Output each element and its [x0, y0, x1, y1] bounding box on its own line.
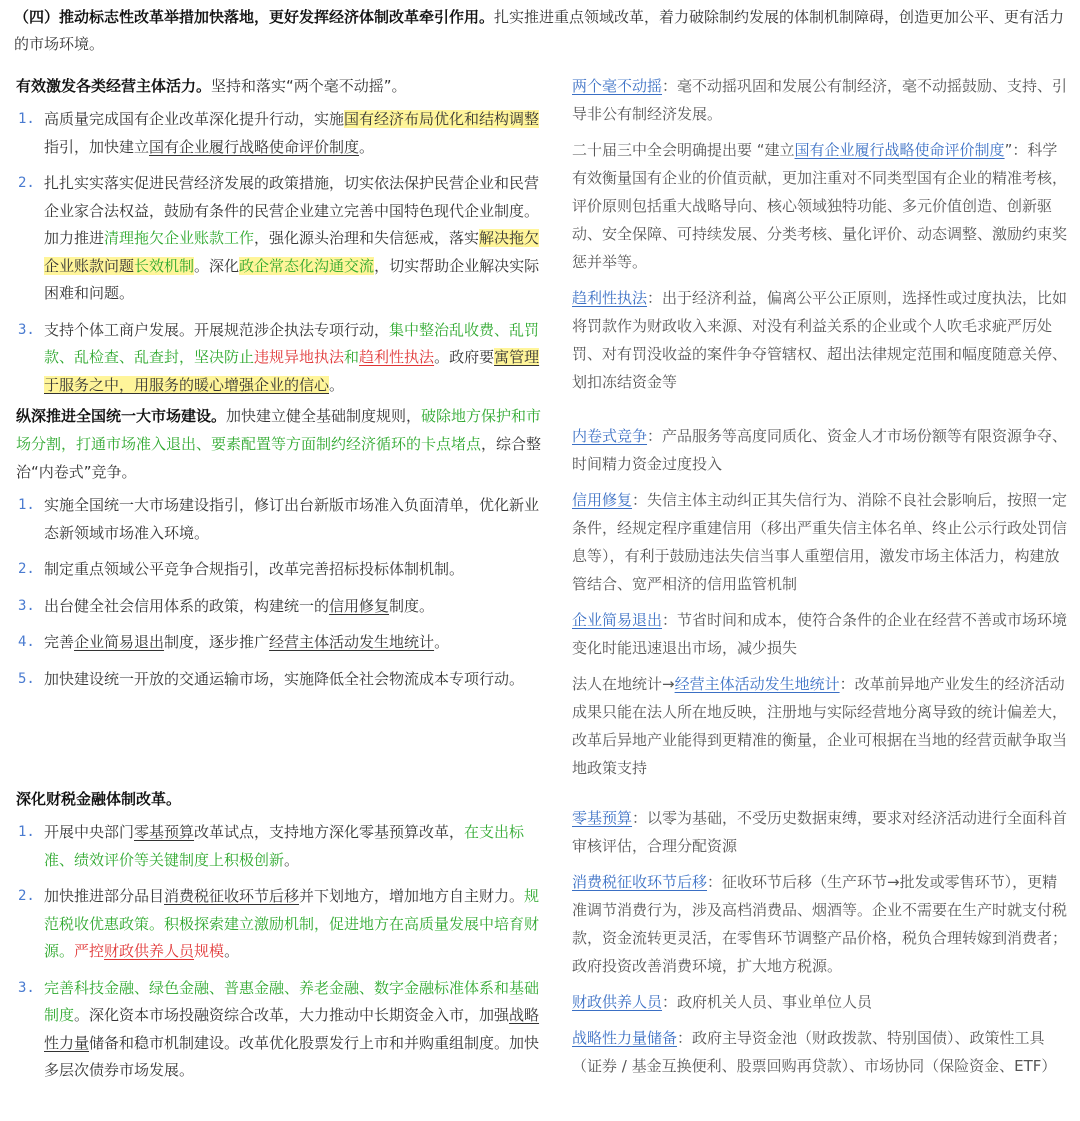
item-number: 2. [18, 561, 35, 577]
item-number: 2. [18, 175, 35, 191]
note-simple-exit [572, 606, 1072, 662]
note-two-unwavering [572, 72, 1072, 128]
glossary-term[interactable]: 信用修复 [572, 491, 633, 509]
green-text: 清理拖欠企业账款工作 [104, 229, 255, 247]
note-activity-statistics [572, 670, 1072, 782]
list-item [16, 556, 548, 584]
note-text: ：政府机关人员、事业单位人员 [662, 993, 873, 1011]
section-2-heading [16, 402, 548, 486]
note-text: ：失信主体主动纠正其失信行为、消除不良社会影响后，按照一定条件，经规定程序重建信用（移出严重失信主体名单、终止公示行政处罚信息等），有利于鼓励违法失信当事人重塑信用，激发市场主体活力，构建放管结合、宽严相济的信用监管机制 [572, 491, 1068, 593]
glossary-term[interactable]: 战略性力量储备 [572, 1029, 678, 1047]
section-3-list [16, 819, 548, 1085]
item-number: 3. [18, 597, 35, 614]
text: 加快推进部分品目 [44, 887, 165, 905]
intro-text: 扎实推进重点领域改革，着力破除制约发展的体制机制障碍，创造更加公平、更有活力的市场环境。 [14, 8, 1065, 53]
green-text: 破除地方保护和市场分割，打通市场准入退出、要素配置等方面制约经济循环的卡点堵点 [16, 407, 542, 453]
item-number: 3. [18, 321, 35, 338]
section-3-heading [16, 785, 548, 813]
section-3 [16, 785, 548, 1085]
text: 指引，加快建立 [44, 137, 150, 156]
green-text: 完善科技金融、绿色金融、普惠金融、养老金融、数字金融标准体系和基础制度 [44, 978, 540, 1024]
underlined-term: 战略性力量 [44, 1006, 540, 1052]
text: 。 [284, 850, 300, 869]
red-text: 严控 [74, 942, 105, 960]
item-number: 1. [18, 824, 35, 840]
green-text: 在支出标准、绩效评价等关键制度上积极创新 [44, 823, 525, 869]
item-number: 3. [18, 979, 35, 996]
list-item [16, 170, 548, 308]
glossary-term[interactable]: 经营主体活动发生地统计 [674, 675, 840, 693]
text: 。深化资本市场投融资综合改革，大力推动中长期资金入市，加强 [74, 1006, 510, 1024]
glossary-term[interactable]: 消费税征收环节后移 [572, 873, 708, 891]
note-text: ”：科学有效衡量国有企业的价值贡献，更加注重对不同类型国有企业的精准考核，评价原则包括重大战略导向、核心领域独特功能、多元价值创造、创新驱动、安全保障、可持续发展、分类考核、量化评价、动态调整、激励约束奖惩并举等。 [572, 141, 1068, 271]
text: ，综合整治“内卷式”竞争。 [16, 435, 542, 481]
note-text: ：征收环节后移（生产环节→批发或零售环节），更精准调节消费行为，涉及高档消费品、烟酒等。企业不需要在生产时就支付税款，资金流转更灵活，在零售环节调整产品价格，税负合理转嫁到消费者；政府投资改善消费环境，扩大地方税源。 [572, 873, 1068, 975]
note-text: 法人在地统计→ [572, 675, 675, 693]
note-zero-based-budget [572, 804, 1072, 860]
underlined-term: 信用修复 [329, 596, 390, 615]
note-text: ：产品服务等高度同质化、资金人才市场份额等有限资源争夺、时间精力资金过度投入 [572, 427, 1068, 473]
green-text: 和 [344, 348, 360, 366]
text: 储备和稳市机制建设。改革优化股票发行上市和并购重组制度。加快多层次债券市场发展。 [44, 1033, 540, 1079]
text: 。 [329, 375, 345, 394]
list-item [16, 492, 548, 547]
note-strategic-reserve [572, 1024, 1072, 1080]
note-soe-evaluation [572, 136, 1072, 276]
text: 改革试点，支持地方深化零基预算改革， [194, 823, 465, 841]
underlined-term: 经营主体活动发生地统计 [269, 633, 435, 651]
list-item [16, 883, 548, 966]
item-number: 1. [18, 111, 35, 127]
section-1-heading [16, 72, 548, 100]
intro-paragraph [14, 4, 1070, 58]
text: ，切实帮助企业解决实际困难和问题。 [44, 256, 540, 302]
text: 高质量完成国有企业改革深化提升行动，实施 [44, 110, 345, 128]
item-number: 4. [18, 634, 35, 650]
note-text: ：以零为基础，不受历史数据束缚，要求对经济活动进行全面科首审核评估，合理分配资源 [572, 809, 1068, 855]
text: 加快建立健全基础制度规则， [226, 407, 422, 425]
red-underlined-term: 趋利性执法 [359, 348, 435, 366]
text: ，强化源头治理和失信惩戒，落实 [254, 229, 480, 247]
section-1 [16, 72, 548, 402]
note-text: ：毫不动摇巩固和发展公有制经济，毫不动摇鼓励、支持、引导非公有制经济发展。 [572, 77, 1068, 123]
highlight-text: 国有经济布局优化和结构调整 [344, 110, 540, 128]
underlined-term: 国有企业履行战略使命评价制度 [149, 137, 360, 156]
text: 完善 [44, 633, 75, 651]
text: 加快建设统一开放的交通运输市场，实施降低全社会物流成本专项行动。 [44, 669, 525, 688]
note-text: ：节省时间和成本，使符合条件的企业在经营不善或市场环境变化时能迅速退出市场，减少损失 [572, 611, 1068, 657]
glossary-term[interactable]: 国有企业履行战略使命评价制度 [794, 141, 1005, 159]
item-number: 1. [18, 497, 35, 513]
glossary-term[interactable]: 内卷式竞争 [572, 427, 648, 445]
note-involution-competition [572, 422, 1072, 478]
text: 支持个体工商户发展。开展规范涉企执法专项行动， [44, 320, 390, 339]
note-text: ：改革前异地产业发生的经济活动成果只能在法人所在地反映，注册地与实际经营地分离导致的统计偏差大，改革后异地产业能得到更精准的衡量，企业可根据在当地的经营贡献争取当地政策支持 [572, 675, 1068, 777]
item-number: 5. [18, 670, 35, 687]
note-text: 二十届三中全会明确提出要 “建立 [572, 141, 795, 159]
underlined-term: 企业简易退出 [74, 633, 165, 651]
text: 制度。 [389, 596, 435, 615]
highlight-green-text: 政企常态化沟通交流 [239, 256, 375, 275]
note-credit-repair [572, 486, 1072, 598]
list-item [16, 317, 548, 400]
green-text: 集中整治乱收费、乱罚款、乱检查、乱查封，坚决防止 [44, 320, 540, 366]
list-item [16, 975, 548, 1085]
underlined-term: 消费税征收环节后移 [164, 887, 300, 905]
list-item [16, 666, 548, 694]
red-underlined-term: 财政供养人员 [104, 942, 195, 960]
section-1-subtitle: 坚持和落实“两个毫不动摇”。 [211, 77, 407, 95]
text: 制度，逐步推广 [164, 633, 270, 651]
text: 开展中央部门 [44, 823, 135, 841]
text: 并下划地方，增加地方自主财力。 [299, 887, 525, 905]
text: 。 [359, 137, 375, 156]
text: 实施全国统一大市场建设指引，修订出台新版市场准入负面清单，优化新业态新领域市场准入环境。 [44, 496, 540, 542]
note-consumption-tax [572, 868, 1072, 980]
left-column [16, 72, 548, 1094]
section-1-title: 有效激发各类经营主体活力。 [16, 77, 212, 95]
highlight-green-text: 长效机制 [134, 256, 195, 275]
list-item [16, 106, 548, 161]
glossary-term[interactable]: 两个毫不动摇 [572, 77, 663, 95]
section-2 [16, 402, 548, 785]
red-text: 违规异地执法 [254, 348, 345, 366]
item-number: 2. [18, 888, 35, 904]
section-1-list [16, 106, 548, 399]
note-text: ：出于经济利益，偏离公平公正原则，选择性或过度执法，比如将罚款作为财政收入来源、对没有利益关系的企业或个人吹毛求疵严厉处罚、对有罚没收益的案件争夺管辖权、超出法律规定范围和幅度随意关停、划扣冻结资金等 [572, 289, 1068, 391]
section-2-list [16, 492, 548, 693]
section-3-title: 深化财税金融体制改革。 [16, 790, 182, 808]
text: 。 [434, 633, 450, 651]
text: 。政府要 [434, 348, 495, 366]
highlight-text: 解决拖欠企业账款问题 [44, 229, 540, 275]
glossary-term[interactable]: 企业简易退出 [572, 611, 663, 629]
glossary-term[interactable]: 财政供养人员 [572, 993, 663, 1011]
underlined-term: 零基预算 [134, 823, 195, 841]
list-item [16, 819, 548, 874]
text: 出台健全社会信用体系的政策，构建统一的 [44, 596, 330, 615]
list-item [16, 629, 548, 657]
green-text: 规范税收优惠政策。积极探索建立激励机制，促进地方在高质量发展中培育财源。 [44, 887, 540, 960]
note-text: ：政府主导资金池（财政拨款、特别国债）、政策性工具（证券 / 基金互换便利、股票回购再贷款）、市场协同（保险资金、ETF） [572, 1029, 1057, 1075]
text: 制定重点领域公平竞争合规指引，改革完善招标投标体制机制。 [44, 560, 465, 578]
text: 。 [224, 942, 240, 960]
right-column-notes [572, 72, 1072, 1088]
text: 扎扎实实落实促进民营经济发展的政策措施，切实依法保护民营企业和民营企业家合法权益，鼓励有条件的民营企业建立完善中国特色现代企业制度。加力推进 [44, 174, 540, 247]
text: 。深化 [194, 256, 240, 275]
glossary-term[interactable]: 趋利性执法 [572, 289, 648, 307]
glossary-term[interactable]: 零基预算 [572, 809, 633, 827]
note-fiscal-staff [572, 988, 1072, 1016]
list-item [16, 593, 548, 621]
section-2-title: 纵深推进全国统一大市场建设。 [16, 407, 227, 425]
intro-bold: （四）推动标志性改革举措加快落地，更好发挥经济体制改革牵引作用。 [14, 8, 495, 26]
red-text: 规模 [194, 942, 225, 960]
note-profit-enforcement [572, 284, 1072, 396]
highlight-underlined-text: 寓管理于服务之中，用服务的暖心增强企业的信心 [44, 348, 540, 394]
